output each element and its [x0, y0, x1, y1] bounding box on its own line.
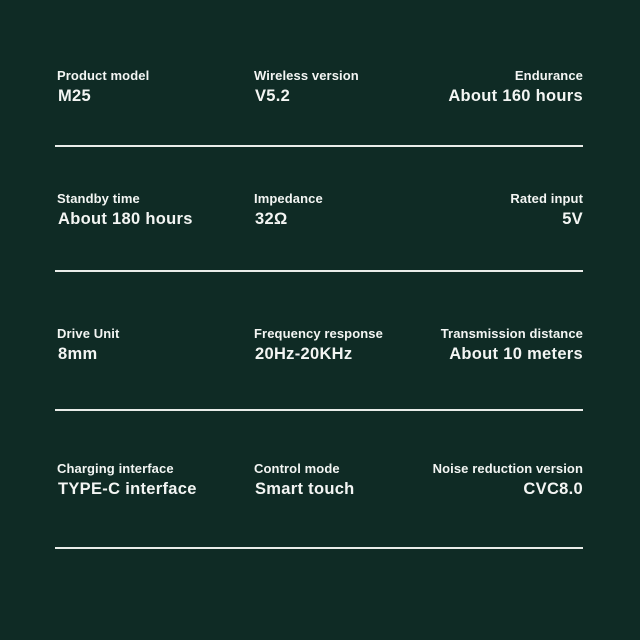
spec-value: About 180 hours — [58, 210, 193, 228]
spec-control-mode — [254, 461, 355, 499]
spec-value: About 10 meters — [449, 345, 583, 363]
spec-label: Drive Unit — [57, 326, 120, 341]
spec-impedance — [254, 191, 323, 229]
spec-value: M25 — [58, 87, 91, 105]
spec-label: Product model — [57, 68, 150, 83]
spec-label: Noise reduction version — [432, 461, 583, 476]
divider — [55, 409, 583, 411]
spec-charging-interface — [57, 461, 197, 499]
spec-frequency-response — [254, 326, 383, 364]
spec-value: CVC8.0 — [523, 480, 583, 498]
spec-drive-unit — [57, 326, 119, 364]
spec-value: 32Ω — [255, 210, 288, 228]
spec-value: 8mm — [58, 345, 98, 363]
spec-label: Control mode — [254, 461, 340, 476]
spec-wireless-version — [254, 68, 359, 106]
spec-value: Smart touch — [255, 480, 355, 498]
spec-label: Transmission distance — [440, 326, 583, 341]
spec-label: Rated input — [510, 191, 583, 206]
spec-standby-time — [57, 191, 193, 229]
spec-value: About 160 hours — [448, 87, 583, 105]
spec-rated-input — [510, 191, 583, 229]
spec-label: Standby time — [57, 191, 140, 206]
spec-product-model — [57, 68, 149, 106]
spec-label: Wireless version — [254, 68, 359, 83]
spec-noise-reduction-version — [433, 461, 583, 499]
spec-value: V5.2 — [255, 87, 291, 105]
divider — [55, 547, 583, 549]
divider — [55, 270, 583, 272]
spec-label: Endurance — [514, 68, 583, 83]
spec-endurance — [448, 68, 583, 106]
divider — [55, 145, 583, 147]
spec-transmission-distance — [441, 326, 583, 364]
spec-value: 5V — [562, 210, 583, 228]
spec-label: Charging interface — [57, 461, 174, 476]
spec-value: 20Hz-20KHz — [255, 345, 353, 363]
spec-value: TYPE-C interface — [58, 480, 197, 498]
spec-label: Impedance — [254, 191, 323, 206]
spec-label: Frequency response — [254, 326, 383, 341]
